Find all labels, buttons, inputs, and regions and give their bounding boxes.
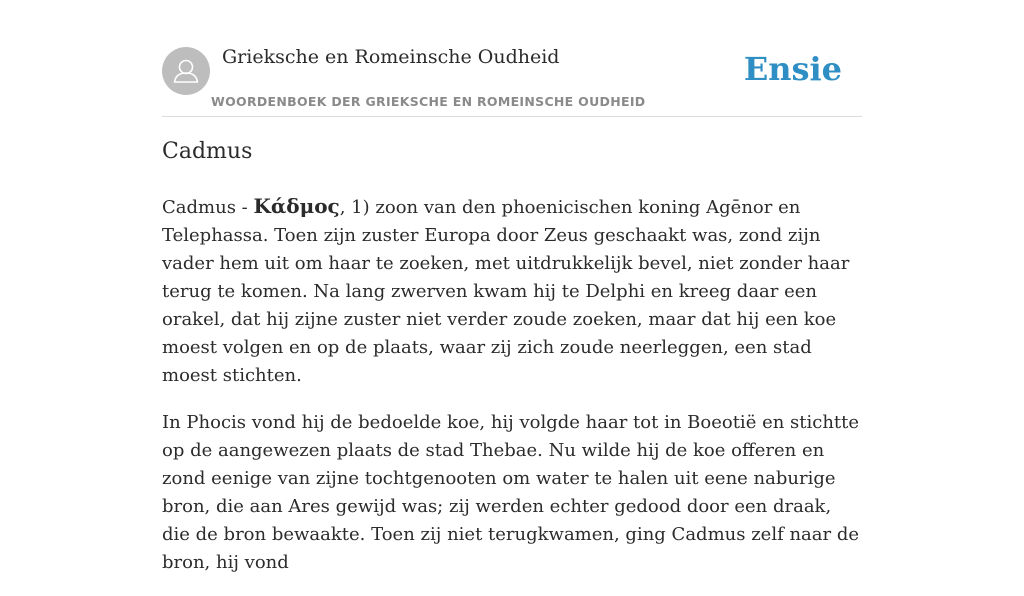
entry-lead: Cadmus - (162, 197, 254, 218)
source-header (162, 40, 862, 117)
greek-term: Κάδμος (253, 194, 340, 218)
entry-paragraph (162, 192, 862, 390)
source-subtitle: WOORDENBOEK DER GRIEKSCHE EN ROMEINSCHE OUDHEID (211, 94, 646, 109)
brand-logo[interactable]: Ensie (743, 50, 842, 88)
entry-paragraph: In Phocis vond hij de bedoelde koe, hij volgde haar tot in Boeotië en stichtte op de aangewezen plaats de stad Thebae. Nu wilde hij de koe offeren en zond eenige van zijne tochtgenooten om water te halen uit eene naburige bron, die aan Ares gewijd was; zij werden echter gedood door een draak, die de bron bewaakte. Toen zij niet terugkwamen, ging Cadmus zelf naar de bron, hij vond (162, 412, 860, 573)
user-silhouette-icon[interactable] (162, 47, 210, 95)
entry-text: , 1) zoon van den phoenicischen koning Agēnor en Telephassa. Toen zijn zuster Europa door Zeus geschaakt was, zond zijn vader hem uit om haar te zoeken, met uitdrukkelijk bevel, niet zonder haar terug te komen. Na lang zwerven kwam hij te Delphi en kreeg daar een orakel, dat hij zijne zuster niet verder zoude zoeken, maar dat hij een koe moest volgen en op de plaats, waar zij zich zoude neerleggen, een stad moest stichten. (162, 197, 850, 386)
entry-title: Cadmus (162, 139, 253, 164)
entry-content (162, 192, 862, 596)
source-title[interactable]: Grieksche en Romeinsche Oudheid (222, 46, 560, 68)
